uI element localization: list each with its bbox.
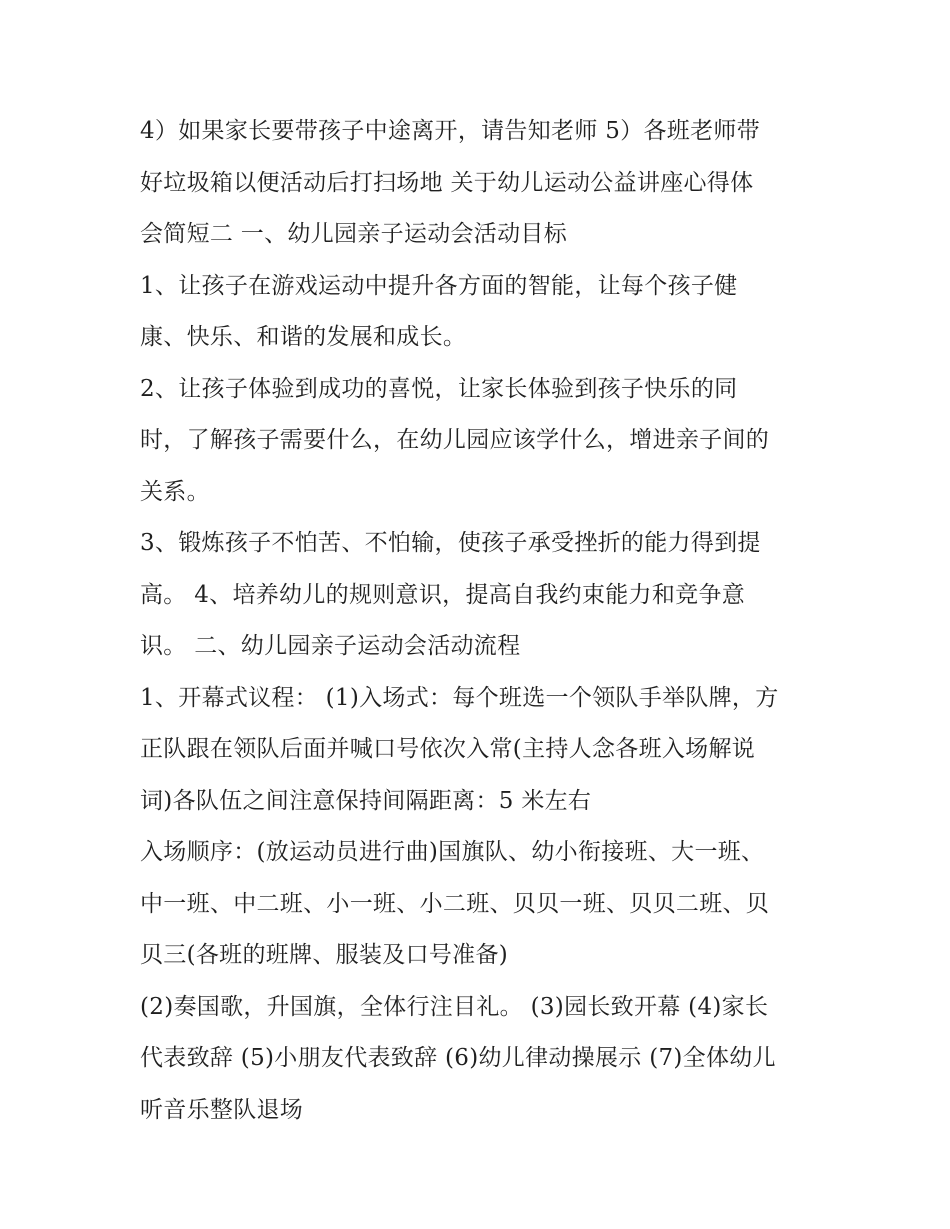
text-line: 关系。 (140, 478, 210, 505)
text-line: 识。 二、幼儿园亲子运动会活动流程 (140, 633, 521, 659)
text-line: 正队跟在领队后面并喊口号依次入常(主持人念各班入场解说 (140, 736, 756, 762)
text-line: 贝三(各班的班牌、服装及口号准备) (140, 942, 509, 968)
document-body (140, 106, 820, 1136)
text-line: 康、快乐、和谐的发展和成长。 (140, 324, 467, 350)
text-line: 3、锻炼孩子不怕苦、不怕输，使孩子承受挫折的能力得到提 (140, 530, 761, 556)
text-line: 词)各队伍之间注意保持间隔距离：5 米左右 (140, 787, 592, 814)
text-line: 高。 4、培养幼儿的规则意识，提高自我约束能力和竞争意 (140, 581, 746, 608)
text-line: 听音乐整队退场 (140, 1096, 304, 1123)
text-line: 代表致辞 (5)小朋友代表致辞 (6)幼儿律动操展示 (7)全体幼儿 (140, 1045, 776, 1071)
text-line: 会简短二 一、幼儿园亲子运动会活动目标 (140, 221, 568, 247)
text-line: 4）如果家长要带孩子中途离开，请告知老师 5）各班老师带 (140, 118, 760, 144)
text-line: 1、让孩子在游戏运动中提升各方面的智能，让每个孩子健 (140, 272, 738, 299)
text-line: 时，了解孩子需要什么，在幼儿园应该学什么，增进亲子间的 (140, 427, 770, 453)
text-line: 入场顺序：(放运动员进行曲)国旗队、幼小衔接班、大一班、 (140, 839, 765, 865)
text-line: 1、开幕式议程： (1)入场式：每个班选一个领队手举队牌，方 (140, 684, 779, 711)
text-line: (2)奏国歌，升国旗，全体行注目礼。 (3)园长致开幕 (4)家长 (140, 993, 769, 1020)
text-line: 中一班、中二班、小一班、小二班、贝贝一班、贝贝二班、贝 (140, 890, 770, 917)
text-line: 好垃圾箱以便活动后打扫场地 关于幼儿运动公益讲座心得体 (140, 169, 754, 196)
text-line: 2、让孩子体验到成功的喜悦，让家长体验到孩子快乐的同 (140, 375, 738, 402)
